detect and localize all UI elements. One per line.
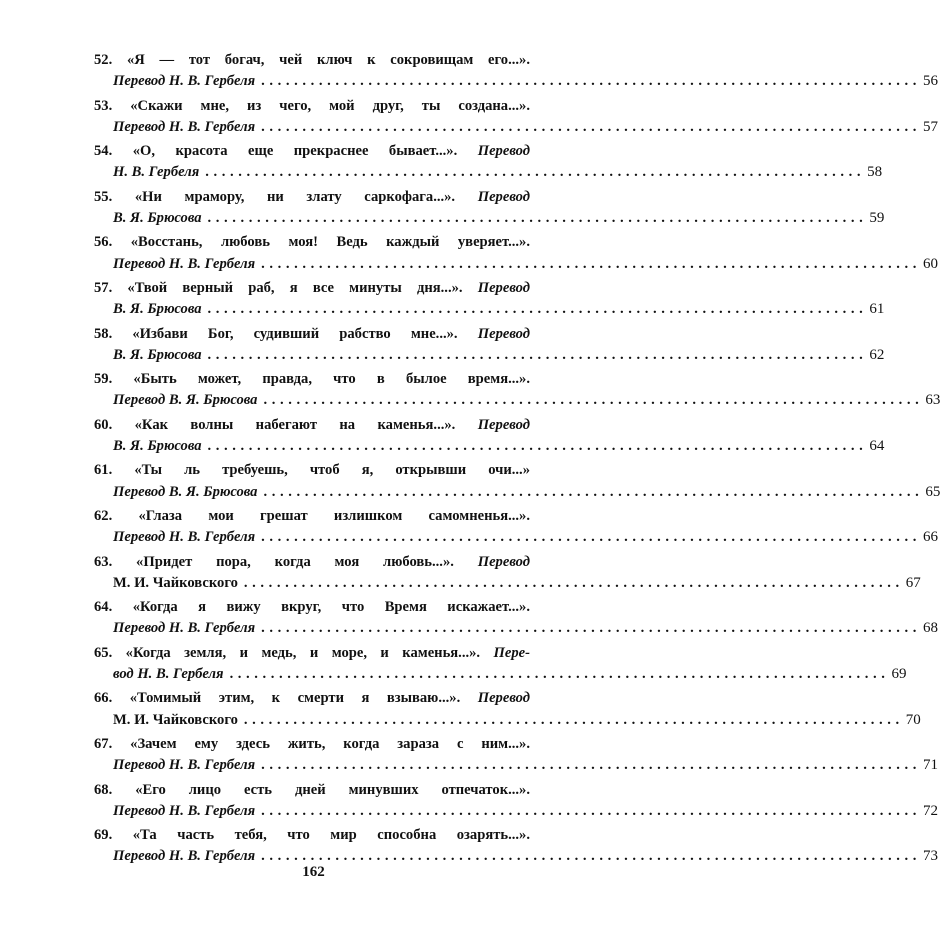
entry-page-number: 71	[923, 757, 939, 774]
toc-entry	[94, 734, 939, 777]
entry-page-number: 70	[905, 711, 921, 728]
entry-translator-prefix: Пере-	[493, 644, 530, 661]
toc-entry	[94, 187, 885, 230]
entry-translator-line	[94, 573, 921, 594]
entry-page-number: 59	[869, 210, 885, 227]
entry-translator: В. Я. Брюсова	[113, 301, 202, 318]
entry-title: 67. «Зачем ему здесь жить, когда зараза с ним...».	[94, 735, 530, 752]
toc-entry	[94, 825, 939, 868]
entry-title-line	[94, 232, 564, 253]
entry-title-line	[94, 780, 564, 801]
entry-page-number: 64	[869, 438, 885, 455]
leader-dots: ................................................................................	[207, 346, 868, 363]
entry-translator: Перевод В. Я. Брюсова	[113, 392, 258, 409]
entry-translator-line	[94, 482, 940, 503]
entry-page-number: 63	[925, 392, 940, 409]
entry-translator-line	[94, 801, 939, 822]
entry-translator-prefix: Перевод	[477, 279, 530, 296]
entry-page-number: 67	[905, 574, 921, 591]
entry-page-number: 68	[923, 620, 939, 637]
toc-entry	[94, 688, 921, 731]
entry-title: 55. «Ни мрамору, ни злату саркофага...».	[94, 188, 456, 205]
leader-dots: ................................................................................	[261, 620, 922, 637]
toc-entry	[94, 780, 939, 823]
toc-entry	[94, 643, 907, 686]
leader-dots: ................................................................................	[261, 73, 922, 90]
entry-translator-line	[94, 755, 939, 776]
leader-dots: ................................................................................	[261, 848, 922, 865]
entry-page-number: 57	[923, 118, 939, 135]
entry-title-line	[94, 825, 564, 846]
table-of-contents	[94, 50, 940, 871]
entry-translator: Перевод Н. В. Гербеля	[113, 757, 256, 774]
leader-dots: ................................................................................	[205, 164, 866, 181]
entry-title-line	[94, 187, 564, 208]
entry-translator-prefix: Перевод	[477, 690, 530, 707]
entry-page-number: 61	[869, 301, 885, 318]
entry-page-number: 58	[867, 164, 883, 181]
entry-title: 69. «Та часть тебя, что мир способна озарять...».	[94, 827, 530, 844]
page-number: 162	[302, 864, 325, 880]
entry-title-line	[94, 460, 564, 481]
leader-dots: ................................................................................	[261, 757, 922, 774]
toc-entry	[94, 278, 885, 321]
entry-title: 58. «Избави Бог, судивший рабство мне...».	[94, 325, 458, 342]
toc-entry	[94, 415, 885, 458]
entry-translator-prefix: Перевод	[477, 416, 530, 433]
entry-translator-line	[94, 208, 885, 229]
entry-title-line	[94, 552, 564, 573]
entry-translator: В. Я. Брюсова	[113, 438, 202, 455]
entry-translator-line	[94, 710, 921, 731]
toc-entry	[94, 506, 939, 549]
entry-translator-prefix: Перевод	[477, 553, 530, 570]
leader-dots: ................................................................................	[261, 529, 922, 546]
leader-dots: ................................................................................	[261, 118, 922, 135]
entry-translator-line	[94, 527, 939, 548]
entry-title-line	[94, 597, 564, 618]
entry-title-line	[94, 643, 564, 664]
toc-entry	[94, 552, 921, 595]
entry-title: 61. «Ты ль требуешь, чтоб я, открывши очи...»	[94, 462, 530, 479]
entry-translator-line	[94, 664, 907, 685]
entry-translator: Перевод В. Я. Брюсова	[113, 483, 258, 500]
entry-translator: Перевод Н. В. Гербеля	[113, 529, 256, 546]
entry-title: 68. «Его лицо есть дней минувших отпечаток...».	[94, 781, 530, 798]
entry-translator: Н. В. Гербеля	[113, 164, 200, 181]
entry-title-line	[94, 506, 564, 527]
entry-translator: Перевод Н. В. Гербеля	[113, 118, 256, 135]
entry-page-number: 69	[891, 666, 907, 683]
entry-translator-line	[94, 390, 940, 411]
entry-translator: Перевод Н. В. Гербеля	[113, 620, 256, 637]
entry-title: 53. «Скажи мне, из чего, мой друг, ты создана...».	[94, 97, 530, 114]
entry-title-line	[94, 278, 564, 299]
entry-title: 66. «Томимый этим, к смерти я взываю...».	[94, 690, 461, 707]
entry-title: 62. «Глаза мои грешат излишком самомненья...».	[94, 507, 530, 524]
toc-entry	[94, 324, 885, 367]
entry-page-number: 62	[869, 346, 885, 363]
entry-page-number: 73	[923, 848, 939, 865]
toc-entry	[94, 232, 939, 275]
entry-translator-line	[94, 618, 939, 639]
entry-title: 57. «Твой верный раб, я все минуты дня...».	[94, 279, 463, 296]
entry-title: 60. «Как волны набегают на каменья...».	[94, 416, 456, 433]
entry-title-line	[94, 141, 564, 162]
entry-page-number: 56	[923, 73, 939, 90]
entry-translator-line	[94, 117, 939, 138]
leader-dots: ................................................................................	[207, 438, 868, 455]
toc-entry	[94, 50, 939, 93]
entry-title: 52. «Я — тот богач, чей ключ к сокровищам его...».	[94, 52, 530, 68]
entry-translator-name: М. И. Чайковского	[113, 574, 238, 591]
entry-page-number: 72	[923, 802, 939, 819]
entry-translator: вод Н. В. Гербеля	[113, 666, 224, 683]
leader-dots: ................................................................................	[261, 802, 922, 819]
entry-translator: В. Я. Брюсова	[113, 346, 202, 363]
toc-entry	[94, 369, 940, 412]
entry-translator-line	[94, 162, 883, 183]
entry-title: 63. «Придет пора, когда моя любовь...».	[94, 553, 454, 570]
entry-title-line	[94, 96, 564, 117]
leader-dots: ................................................................................	[263, 392, 924, 409]
entry-translator-line	[94, 345, 885, 366]
entry-translator-prefix: Перевод	[477, 188, 530, 205]
entry-title: 59. «Быть может, правда, что в былое время...».	[94, 371, 530, 388]
entry-translator: В. Я. Брюсова	[113, 210, 202, 227]
toc-entry	[94, 141, 883, 184]
entry-title-line	[94, 415, 564, 436]
entry-page-number: 66	[923, 529, 939, 546]
entry-title-line	[94, 324, 564, 345]
toc-entry	[94, 96, 939, 139]
entry-translator-prefix: Перевод	[477, 143, 530, 160]
entry-title: 56. «Восстань, любовь моя! Ведь каждый уверяет...».	[94, 234, 530, 251]
leader-dots: ................................................................................	[207, 301, 868, 318]
entry-translator-line	[94, 436, 885, 457]
toc-entry	[94, 460, 940, 503]
entry-title-line	[94, 734, 564, 755]
entry-page-number: 65	[925, 483, 940, 500]
entry-title-line	[94, 369, 564, 390]
entry-title: 54. «О, красота еще прекраснее бывает...».	[94, 143, 458, 160]
leader-dots: ................................................................................	[263, 483, 924, 500]
entry-translator: Перевод Н. В. Гербеля	[113, 848, 256, 865]
leader-dots: ................................................................................	[229, 666, 890, 683]
entry-translator-line	[94, 71, 939, 92]
entry-translator: Перевод Н. В. Гербеля	[113, 802, 256, 819]
entry-translator-line	[94, 299, 885, 320]
leader-dots: ................................................................................	[243, 711, 904, 728]
entry-title: 65. «Когда земля, и медь, и море, и каменья...».	[94, 644, 481, 661]
entry-title-line	[94, 50, 564, 71]
leader-dots: ................................................................................	[207, 210, 868, 227]
entry-title: 64. «Когда я вижу вкруг, что Время искажает...».	[94, 599, 530, 616]
entry-title-line	[94, 688, 564, 709]
toc-entry	[94, 597, 939, 640]
leader-dots: ................................................................................	[243, 574, 904, 591]
entry-page-number: 60	[923, 255, 939, 272]
leader-dots: ................................................................................	[261, 255, 922, 272]
entry-translator-line	[94, 254, 939, 275]
entry-translator-prefix: Перевод	[477, 325, 531, 342]
entry-translator: Перевод Н. В. Гербеля	[113, 255, 256, 272]
entry-translator: Перевод Н. В. Гербеля	[113, 73, 256, 90]
entry-translator-name: М. И. Чайковского	[113, 711, 238, 728]
